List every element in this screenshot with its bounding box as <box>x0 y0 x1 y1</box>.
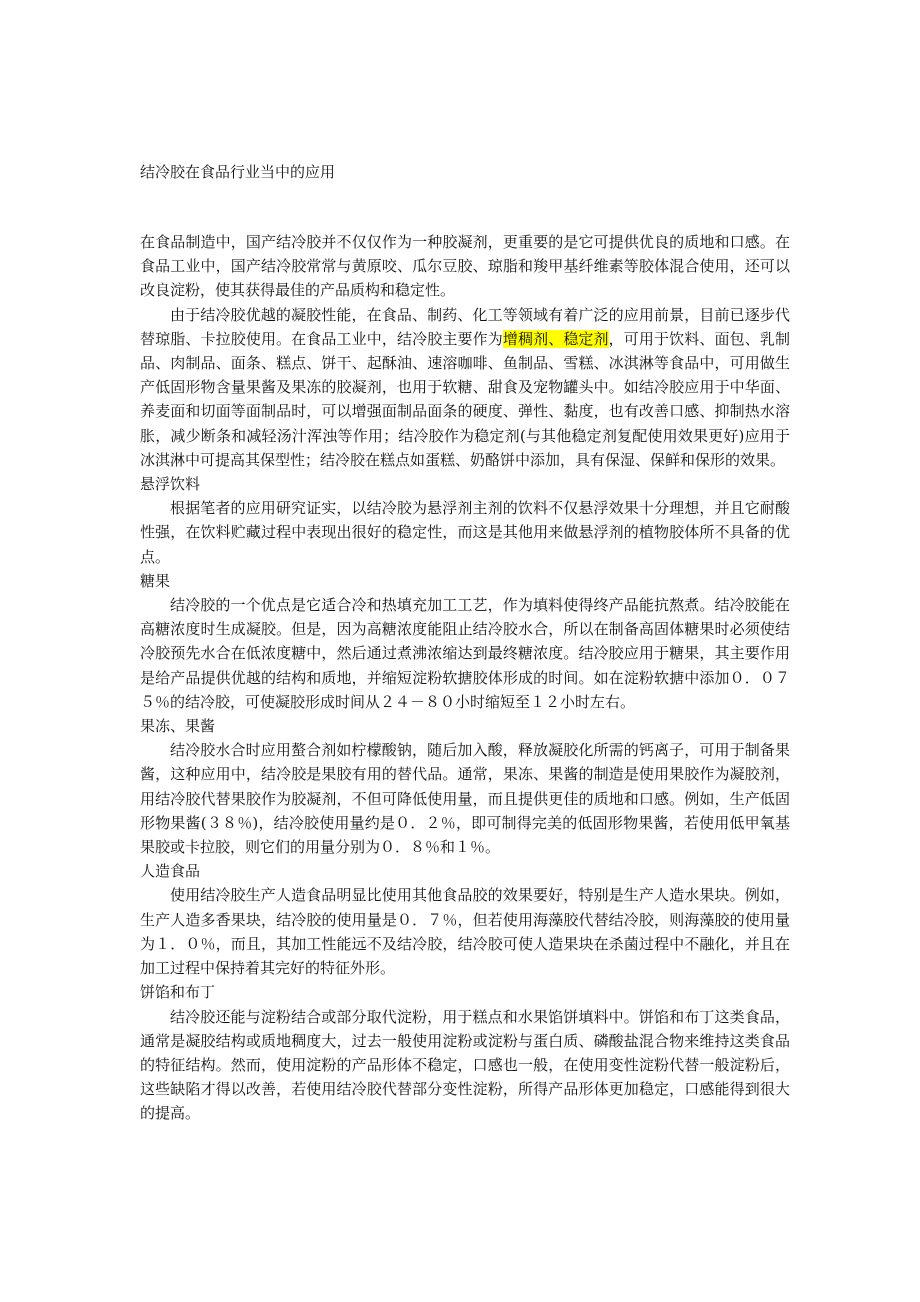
section-text-beverage: 根据笔者的应用研究证实，以结冷胶为悬浮剂主剂的饮料不仅悬浮效果十分理想，并且它耐酸性强，在饮料贮藏过程中表现出很好的稳定性，而这是其他用来做悬浮剂的植物胶体所不具备的优点。 <box>140 499 790 566</box>
section-heading-artificial-food: 人造食品 <box>140 862 201 881</box>
document-title: 结冷胶在食品行业当中的应用 <box>140 163 336 181</box>
intro-paragraph: 在食品制造中，国产结冷胶并不仅仅作为一种胶凝剂，更重要的是它可提供优良的质地和口感。在食品工业中，国产结冷胶常常与黄原咬、瓜尔豆胶、琼脂和羧甲基纤维素等胶体混合使用，还可以改良淀粉，使其获得最佳的产品质构和稳定性。 <box>140 233 790 300</box>
section-heading-candy: 糖果 <box>140 571 171 590</box>
highlighted-text: 增稠剂、稳定剂 <box>502 329 609 348</box>
section-text-jelly-jam: 结冷胶水合时应用螯合剂如柠檬酸钠，随后加入酸，释放凝胶化所需的钙离子，可用于制备果酱，这种应用中，结冷胶是果胶有用的替代品。通常，果冻、果酱的制造是使用果胶作为凝胶剂，用结冷胶代替果胶作为胶凝剂，不但可降低使用量，而且提供更佳的质地和口感。例如，生产低固形物果酱(３８％)，结冷胶使用量约是０．２％，即可制得完美的低固形物果酱，若使用低甲氧基果胶或卡拉胶，则它们的用量分别为０．８％和１％。 <box>140 741 790 857</box>
applications-text-before: 由于结冷胶优越的凝胶性能，在食品、制药、化工等领域有着广泛的应用前景，目前已逐步代替琼脂、卡拉胶使用。在食品工业中，结冷胶主要作为 <box>140 305 790 348</box>
section-text-filling-pudding: 结冷胶还能与淀粉结合或部分取代淀粉，用于糕点和水果馅饼填料中。饼馅和布丁这类食品，通常是凝胶结构或质地稠度大，过去一般使用淀粉或淀粉与蛋白质、磷酸盐混合物来维持这类食品的特征结构。然而，使用淀粉的产品形体不稳定，口感也一般，在使用变性淀粉代替一般淀粉后，这些缺陷才得以改善，若使用结冷胶代替部分变性淀粉，所得产品形体更加稳定，口感能得到很大的提高。 <box>140 1007 790 1123</box>
section-text-candy: 结冷胶的一个优点是它适合冷和热填充加工工艺，作为填料使得终产品能抗熬煮。结冷胶能在高糖浓度时生成凝胶。但是，因为高糖浓度能阻止结冷胶水合，所以在制备高固体糖果时必须使结冷胶预先水合在低浓度糖中，然后通过煮沸浓缩达到最终糖浓度。结冷胶应用于糖果，其主要作用是给产品提供优越的结构和质地，并缩短淀粉软搪胶体形成的时间。如在淀粉软搪中添加０．０７５％的结冷胶，可使凝胶形成时间从２４－８０小时缩短至１２小时左右。 <box>140 596 790 711</box>
section-heading-beverage: 悬浮饮料 <box>140 475 201 494</box>
applications-paragraph <box>140 303 790 472</box>
section-text-artificial-food: 使用结冷胶生产人造食品明显比使用其他食品胶的效果要好，特别是生产人造水果块。例如，生产人造多香果块，结冷胶的使用量是０．７％，但若使用海藻胶代替结冷胶，则海藻胶的使用量为１．０％，而且，其加工性能远不及结冷胶，结冷胶可使人造果块在杀菌过程中不融化，并且在加工过程中保持着其完好的特征外形。 <box>140 886 790 978</box>
applications-text-after: ，可用于饮料、面包、乳制品、肉制品、面条、糕点、饼干、起酥油、速溶咖啡、鱼制品、雪糕、冰淇淋等食品中，可用做生产低固形物含量果酱及果冻的胶凝剂，也用于软糖、甜食及宠物罐头中。如结冷胶应用于中华面、养麦面和切面等面制品时，可以增强面制品面条的硬度、弹性、黏度，也有改善口感、抑制热水溶胀，减少断条和减轻汤汁浑浊等作用；结冷胶作为稳定剂(与其他稳定剂复配使用效果更好)应用于冰淇淋中可提高其保型性；结冷胶在糕点如蛋糕、奶酪饼中添加，具有保湿、保鲜和保形的效果。 <box>140 329 790 469</box>
section-heading-filling-pudding: 饼馅和布丁 <box>140 983 216 1002</box>
document-body <box>140 230 790 1126</box>
section-heading-jelly-jam: 果冻、果酱 <box>140 717 216 736</box>
